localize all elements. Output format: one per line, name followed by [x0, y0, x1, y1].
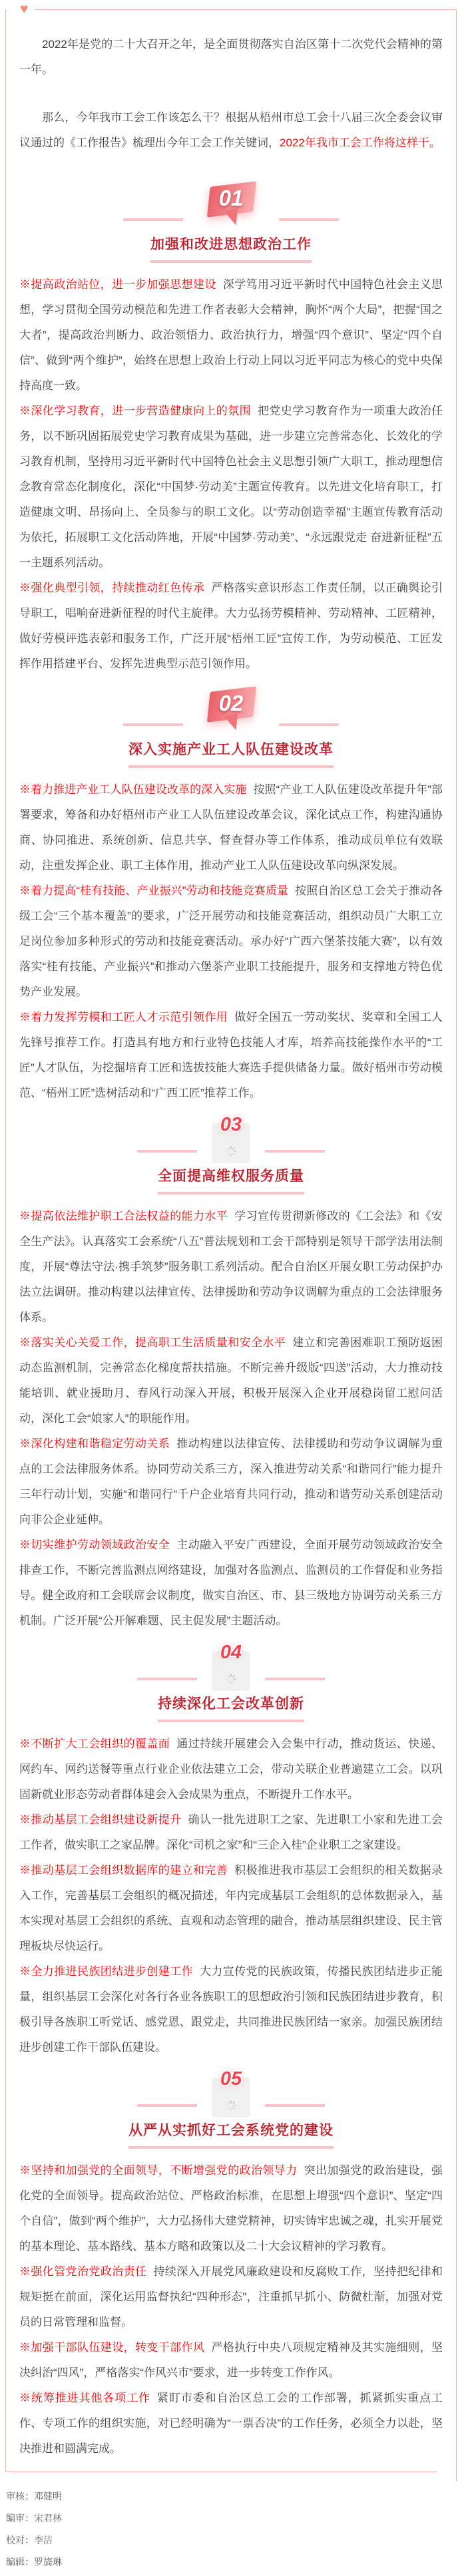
item-body: 积极推进我市基层工会组织的相关数据录入工作，完善基层工会组织的概况描述，年内完成基层工会组织的总体数据录入，基本实现对基层工会组织的系统、直观和动态管理的融合，推动基层组织建设、民主管理板块尽快运行。 [19, 1864, 443, 1952]
item-body: 学习宣传贯彻新修改的《工会法》和《安全生产法》。认真落实工会系统“八五”普法规划和工会干部特别是领导干部学法用法制度，开展“尊法守法·携手筑梦”服务职工系列活动。配合自治区开展女职工劳动保护办法立法调研。推动构建以法律宣传、法律援助和劳动争议调解为重点的工会法律服务体系。 [19, 1210, 443, 1324]
loading-spinner-icon [225, 1145, 237, 1157]
work-item [19, 1533, 443, 1634]
pink-line-right [279, 218, 339, 221]
title-underline [158, 1192, 304, 1195]
work-item [19, 2158, 443, 2259]
pink-line-right [265, 1150, 325, 1153]
work-item [19, 1330, 443, 1431]
content-frame [5, 1, 457, 2472]
section-number-loading-placeholder [212, 2068, 250, 2117]
item-lead: ※深化构建和谐稳定劳动关系 [19, 1437, 170, 1450]
frame-left-line [5, 9, 6, 2472]
item-lead: ※推动基层工会组织数据库的建立和完善 [19, 1864, 228, 1877]
work-item [19, 2386, 443, 2462]
section-head [19, 236, 443, 263]
section-number: 04 [220, 1642, 242, 1663]
section-03 [19, 1113, 443, 1634]
section-body [19, 272, 443, 677]
item-body: 建立和完善困难职工预防返困动态监测机制，完善常态化梯度帮扶措施。不断完善升级版“四送”活动，大力推动技能培训、就业援助月、春风行动深入开展，积极开展深入企业开展稳岗留工慰问活动，深化工会“娘家人”的职能作用。 [19, 1336, 443, 1425]
section-05 [19, 2067, 443, 2462]
section-head [19, 2121, 443, 2149]
section-body [19, 2158, 443, 2462]
section-title: 加强和改进思想政治工作 [150, 237, 312, 252]
work-item [19, 1858, 443, 1959]
item-lead: ※提高政治站位，进一步加强思想建设 [19, 278, 216, 291]
intro-paragraph-1 [19, 32, 443, 83]
work-item [19, 1959, 443, 2060]
section-head [19, 1167, 443, 1195]
item-body: 确认一批先进职工之家、先进职工小家和先进工会工作者，做实职工之家品牌。深化“司机之家”和“三企入桂”企业职工之家建设。 [19, 1813, 443, 1851]
loading-spinner-icon [225, 1673, 237, 1685]
frame-right-line [456, 9, 457, 2482]
credit-editor-in-charge: 编审：宋君林 [6, 2513, 62, 2523]
heart-icon: ♥ [17, 2, 31, 16]
work-item [19, 576, 443, 677]
item-body: 深学笃用习近平新时代中国特色社会主义思想，学习贯彻全国劳动模范和先进工作者表彰大会精神，胸怀“两个大局”，把握“国之大者”，提高政治判断力、政治领悟力、政治执行力，增强“四个意识”、坚定“四个自信”、做到“两个维护”，始终在思想上政治上行动上同以习近平同志为核心的党中央保持高度一致。 [19, 278, 443, 392]
item-body: 做好全国五一劳动奖状、奖章和全国工人先锋号推荐工作。打造具有地方和行业特色技能人才库，培养高技能操作水平的“工匠”人才队伍，为挖掘培育工匠和选拔技能大赛选手提供储备力量。做好梧州市劳动模范、“梧州工匠”选树活动和“广西工匠”推荐工作。 [19, 1011, 443, 1099]
section-title-block [158, 1695, 304, 1722]
section-01 [19, 178, 443, 677]
section-title: 持续深化工会改革创新 [158, 1696, 304, 1712]
section-title-block [128, 741, 334, 768]
work-item [19, 777, 443, 878]
work-item [19, 878, 443, 1005]
section-head [19, 1695, 443, 1722]
pink-line-left [137, 2104, 197, 2107]
item-body: 把党史学习教育作为一项重大政治任务，以不断巩固拓展党史学习教育成果为基础，进一步建立完善常态化、长效化的学习教育机制，坚持用习近平新时代中国特色社会主义思想引领广大职工，推动理想信念教育常态化制度化，深化“中国梦·劳动美”主题宣传教育。以先进文化培育职工，打造健康文明、昂扬向上、全员参与的职工文化。以“劳动创造幸福”主题宣传教育活动为依托，拓展职工文化活动阵地，开展“中国梦·劳动美”、“永远跟党走 奋进新征程”五一主题系列活动。 [19, 405, 443, 569]
item-body: 大力宣传党的民族政策，传播民族团结进步正能量，组织基层工会深化对各行各业各族职工的思想政治引领和民族团结进步教育，积极引导各族职工听党话、感党恩、跟党走，共同推进民族团结一家亲。加强民族团结进步创建工作干部队伍建设。 [19, 1965, 443, 2054]
section-number-loading-placeholder [212, 1642, 250, 1691]
work-item [19, 1732, 443, 1807]
section-title: 全面提高维权服务质量 [158, 1169, 304, 1184]
credit-proofreader: 校对：李洁 [6, 2535, 53, 2545]
article-credits [6, 2488, 464, 2571]
section-title-block [128, 2121, 334, 2149]
title-underline [150, 260, 312, 263]
section-badge-row [19, 2067, 443, 2117]
item-lead: ※不断扩大工会组织的覆盖面 [19, 1738, 170, 1750]
pink-line-right [265, 1678, 325, 1680]
credit-reviewer: 审核：邓健明 [6, 2491, 62, 2501]
work-item [19, 1005, 443, 1106]
pink-line-left [123, 723, 183, 726]
item-lead: ※全力推进民族团结进步创建工作 [19, 1965, 193, 1978]
frame-top-line [35, 9, 457, 10]
item-body: 主动融入平安广西建设，全面开展劳动领域政治安全排查工作，不断完善监测点网络建设，加强对各监测点、监测员的工作督促和业务指导。健全政府和工会联席会议制度，做实自治区、市、县三级地方协调劳动关系三方机制。广泛开展“公开解难题、民主促发展”主题活动。 [19, 1539, 443, 1627]
section-number: 01 [218, 186, 244, 210]
item-body: 通过持续开展建会入会集中行动，推动货运、快递、网约车、网约送餐等重点行业企业依法建立工会，带动关联企业普遍建立工会。以巩固新就业形态劳动者群体建会入会成果为重点，不断提升工作水平。 [19, 1738, 443, 1801]
item-body: 严格执行中央八项规定精神及其实施细则，坚决纠治“四风”，严格落实“作风兴市”要求，进一步转变工作作风。 [19, 2341, 443, 2379]
item-body: 严格落实意识形态工作责任制，以正确舆论引导职工，唱响奋进新征程的时代主旋律。大力弘扬劳模精神、劳动精神、工匠精神，做好劳模评选表彰和服务工作，广泛开展“梧州工匠”宣传工作，为劳动模范、工匠发挥作用搭建平台、发挥先进典型示范引领作用。 [19, 582, 443, 670]
item-lead: ※着力推进产业工人队伍建设改革的深入实施 [19, 783, 247, 796]
section-title-block [150, 236, 312, 263]
item-body: 突出加强党的政治建设，强化党的全面领导。提高政治站位、严格政治标准，在思想上增强“四个意识”、坚定“四个自信”，做到“两个维护”，大力弘扬伟大建党精神，切实铸牢忠诚之魂，扎实开展党的基本理论、基本路线、基本方略和政策以及二十大会议精神的学习教育。 [19, 2164, 443, 2253]
item-body: 按照自治区总工会关于推动各级工会“三个基本覆盖”的要求，广泛开展劳动和技能竞赛活动，组织动员广大职工立足岗位参加多种形式的劳动和技能竞赛活动。承办好“广西六堡茶技能大赛”，以有效落实“桂有技能、产业振兴”和推动六堡茶产业职工技能提升，服务和支撑地方特色优势产业发展。 [19, 884, 443, 998]
item-lead: ※提高依法维护职工合法权益的能力水平 [19, 1210, 228, 1222]
pink-line-left [137, 1678, 197, 1680]
item-lead: ※落实关心关爱工作，提高职工生活质量和安全水平 [19, 1336, 286, 1349]
section-head [19, 741, 443, 768]
work-item [19, 1204, 443, 1330]
section-number: 02 [218, 691, 244, 715]
item-lead: ※着力发挥劳模和工匠人才示范引领作用 [19, 1011, 228, 1023]
loading-spinner-icon [225, 2100, 237, 2112]
section-number-ribbon-badge [198, 178, 264, 232]
section-number-ribbon-badge [198, 683, 264, 737]
section-02 [19, 683, 443, 1106]
work-item [19, 1807, 443, 1858]
section-body [19, 1732, 443, 2060]
pink-line-right [265, 2104, 325, 2107]
section-title: 从严从实抓好工会系统党的建设 [128, 2123, 334, 2138]
item-lead: ※坚持和加强党的全面领导，不断增强党的政治领导力 [19, 2164, 298, 2177]
credit-editor: 编辑：罗旖琳 [6, 2557, 62, 2567]
item-lead: ※推动基层工会组织建设新提升 [19, 1813, 182, 1826]
section-body [19, 1204, 443, 1634]
work-item [19, 2335, 443, 2386]
intro-text: 2022年是党的二十大召开之年，是全面贯彻落实自治区第十二次党代会精神的第一年。 [19, 38, 443, 76]
title-underline [128, 765, 334, 768]
pink-line-left [123, 218, 183, 221]
item-lead: ※切实维护劳动领域政治安全 [19, 1539, 170, 1551]
item-body: 推动构建以法律宣传、法律援助和劳动争议调解为重点的工会法律服务体系。协同劳动关系三方，深入推进劳动关系“和谐同行”能力提升三年行动计划，实施“和谐同行”千户企业培育共同行动，推动和谐劳动关系创建活动向非公企业延伸。 [19, 1437, 443, 1526]
pink-line-right [279, 723, 339, 726]
section-04 [19, 1640, 443, 2060]
work-item [19, 272, 443, 399]
section-body [19, 777, 443, 1106]
section-badge-row [19, 178, 443, 232]
section-badge-row [19, 683, 443, 737]
title-underline [128, 2146, 334, 2149]
section-badge-row [19, 1640, 443, 1691]
pink-line-left [137, 1150, 197, 1153]
intro-red-keyphrase: 2022年我市工会工作将这样干。 [280, 136, 441, 149]
work-item [19, 1431, 443, 1533]
item-lead: ※强化管党治党政治责任 [19, 2265, 147, 2278]
work-item [19, 399, 443, 576]
item-lead: ※强化典型引领，持续推动红色传承 [19, 582, 205, 594]
section-title-block [158, 1167, 304, 1195]
section-number: 03 [220, 1114, 242, 1135]
item-body: 持续深入开展党风廉政建设和反腐败工作，坚持把纪律和规矩挺在前面，深化运用监督执纪“四种形态”，注重抓早抓小、防微杜渐，加强对党员的日常管理和监督。 [19, 2265, 443, 2328]
section-number-loading-placeholder [212, 1114, 250, 1163]
item-lead: ※加强干部队伍建设，转变干部作风 [19, 2341, 205, 2354]
intro-paragraph-2 [19, 105, 443, 156]
section-title: 深入实施产业工人队伍建设改革 [128, 742, 334, 757]
item-lead: ※深化学习教育，进一步营造健康向上的氛围 [19, 405, 251, 417]
item-lead: ※统筹推进其他各项工作 [19, 2392, 151, 2404]
item-body: 按照“产业工人队伍建设改革提升年”部署要求，筹备和办好梧州市产业工人队伍建设改革会议，深化试点工作，构建沟通协商、协同推进、系统创新、信息共享、督查督办等工作体系，推动成员单位有效联动，注重发挥企业、职工主体作用，推动产业工人队伍建设改革向纵深发展。 [19, 783, 443, 872]
work-item [19, 2259, 443, 2335]
item-lead: ※着力提高“桂有技能、产业振兴”劳动和技能竞赛质量 [19, 884, 289, 897]
title-underline [158, 1720, 304, 1722]
section-number: 05 [220, 2068, 242, 2090]
intro-text: 那么，今年我市工会工作该怎么干？根据从梧州市总工会十八届三次全委会议审议通过的《工作报告》梳理出今年工会工作关键词， [19, 111, 443, 149]
section-badge-row [19, 1113, 443, 1163]
item-body: 紧盯市委和自治区总工会的工作部署，抓紧抓实重点工作、专项工作的组织实施，对已经明确为“一票否决”的工作任务，必须全力以赴，坚决推进和圆满完成。 [19, 2392, 443, 2455]
